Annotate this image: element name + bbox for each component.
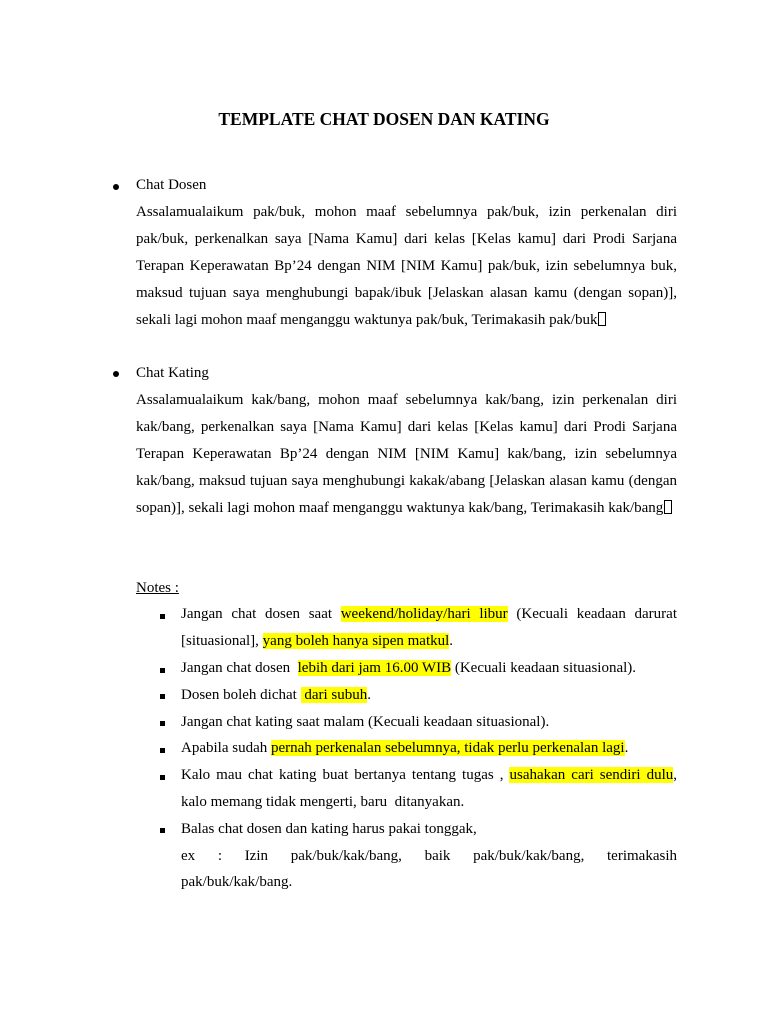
text-segment: ex : Izin pak/buk/kak/bang, baik pak/buk/kak/bang, terimakasih [181,847,677,864]
highlighted-text: pernah perkenalan sebelumnya, tidak perlu perkenalan lagi [270,740,625,757]
section-heading-row [136,360,677,387]
text-segment: [situasional], [181,633,263,650]
text-segment: . [367,686,371,703]
notes-line [181,843,677,870]
document-title: TEMPLATE CHAT DOSEN DAN KATING [218,109,550,129]
section-heading-row [136,172,677,199]
notes-label: Notes : [136,579,179,596]
notes-list-item [181,709,677,736]
notes-list [181,601,677,896]
notes-list-item [181,601,677,655]
paragraph-line: Assalamualaikum pak/buk, mohon maaf sebelumnya pak/buk, izin perkenalan diri [136,204,677,220]
highlighted-text: lebih dari jam 16.00 WIB [297,660,452,677]
paragraph-line-text: sopan)], sekali lagi mohon maaf menganggu waktunya kak/bang, Terimakasih kak/bang [136,499,664,516]
section-heading: Chat Dosen [136,177,207,193]
square-bullet-icon [160,694,165,699]
highlighted-text: dari subuh [300,686,368,703]
notes-line [181,601,677,628]
notes-list-item [181,682,677,709]
notes-list-item [181,735,677,762]
text-segment: Jangan chat dosen saat [181,606,341,623]
section-chat-kating [136,360,677,522]
square-bullet-icon [160,614,165,619]
missing-glyph-icon [664,500,672,514]
notes-list-item [181,655,677,682]
highlighted-text: usahakan cari sendiri dulu [509,767,674,784]
square-bullet-icon [160,828,165,833]
notes-line [181,709,677,736]
notes-list-item [181,816,677,896]
square-bullet-icon [160,748,165,753]
paragraph-line: pak/buk, perkenalkan saya [Nama Kamu] dari kelas [Kelas kamu] dari Prodi Sarjana [136,231,677,247]
text-segment: (Kecuali keadaan situasional). [451,660,637,677]
highlighted-text: weekend/holiday/hari libur [340,606,508,623]
notes-line [181,789,677,816]
missing-glyph-icon [598,312,606,326]
text-segment: Apabila sudah [181,740,271,757]
message-template-paragraph [136,199,677,334]
text-segment: Kalo mau chat kating buat bertanya tentang tugas , [181,767,510,784]
paragraph-line: Assalamualaikum kak/bang, mohon maaf sebelumnya kak/bang, izin perkenalan diri [136,391,677,408]
paragraph-line: kak/bang, maksud tujuan saya menghubungi kakak/abang [Jelaskan alasan kamu (dengan [136,472,677,489]
text-segment: kalo memang tidak mengerti, baru ditanyakan. [181,794,465,811]
text-segment: Dosen boleh dichat [181,686,301,703]
paragraph-line: kak/bang, perkenalkan saya [Nama Kamu] dari kelas [Kelas kamu] dari Prodi Sarjana [136,418,677,435]
text-segment: . [449,633,454,650]
square-bullet-icon [160,775,165,780]
notes-line [181,869,677,896]
text-segment: . [624,740,629,757]
paragraph-line: maksud tujuan saya menghubungi bapak/ibuk [Jelaskan alasan kamu (dengan sopan)], [136,285,677,301]
square-bullet-icon [160,668,165,673]
paragraph-line [136,495,677,522]
notes-line [181,735,677,762]
highlighted-text: yang boleh hanya sipen matkul [262,633,450,650]
text-segment: (Kecuali keadaan darurat [507,606,677,623]
text-segment: Jangan chat kating saat malam (Kecuali keadaan situasional). [181,713,550,730]
notes-line [181,682,677,709]
notes-line [181,816,677,843]
notes-list-item [181,762,677,816]
section-heading: Chat Kating [136,364,209,381]
message-template-paragraph [136,387,677,522]
text-segment: pak/buk/kak/bang. [181,874,293,891]
bullet-icon [113,371,119,377]
square-bullet-icon [160,721,165,726]
notes-label-row [136,575,677,602]
section-chat-dosen [136,172,677,334]
paragraph-line [136,307,677,334]
paragraph-line: Terapan Keperawatan Bp’24 dengan NIM [NIM Kamu] kak/bang, izin sebelumnya [136,445,677,462]
paragraph-line-text: sekali lagi mohon maaf menganggu waktunya pak/buk, Terimakasih pak/buk [136,312,598,328]
notes-line [181,628,677,655]
text-segment: Balas chat dosen dan kating harus pakai tonggak, [181,820,477,837]
notes-line [181,655,677,682]
text-segment: , [673,767,678,784]
notes-section [136,575,677,897]
bullet-icon [113,184,119,190]
notes-line [181,762,677,789]
paragraph-line: Terapan Keperawatan Bp’24 dengan NIM [NIM Kamu] pak/buk, izin sebelumnya buk, [136,258,677,274]
text-segment: Jangan chat dosen [181,660,298,677]
